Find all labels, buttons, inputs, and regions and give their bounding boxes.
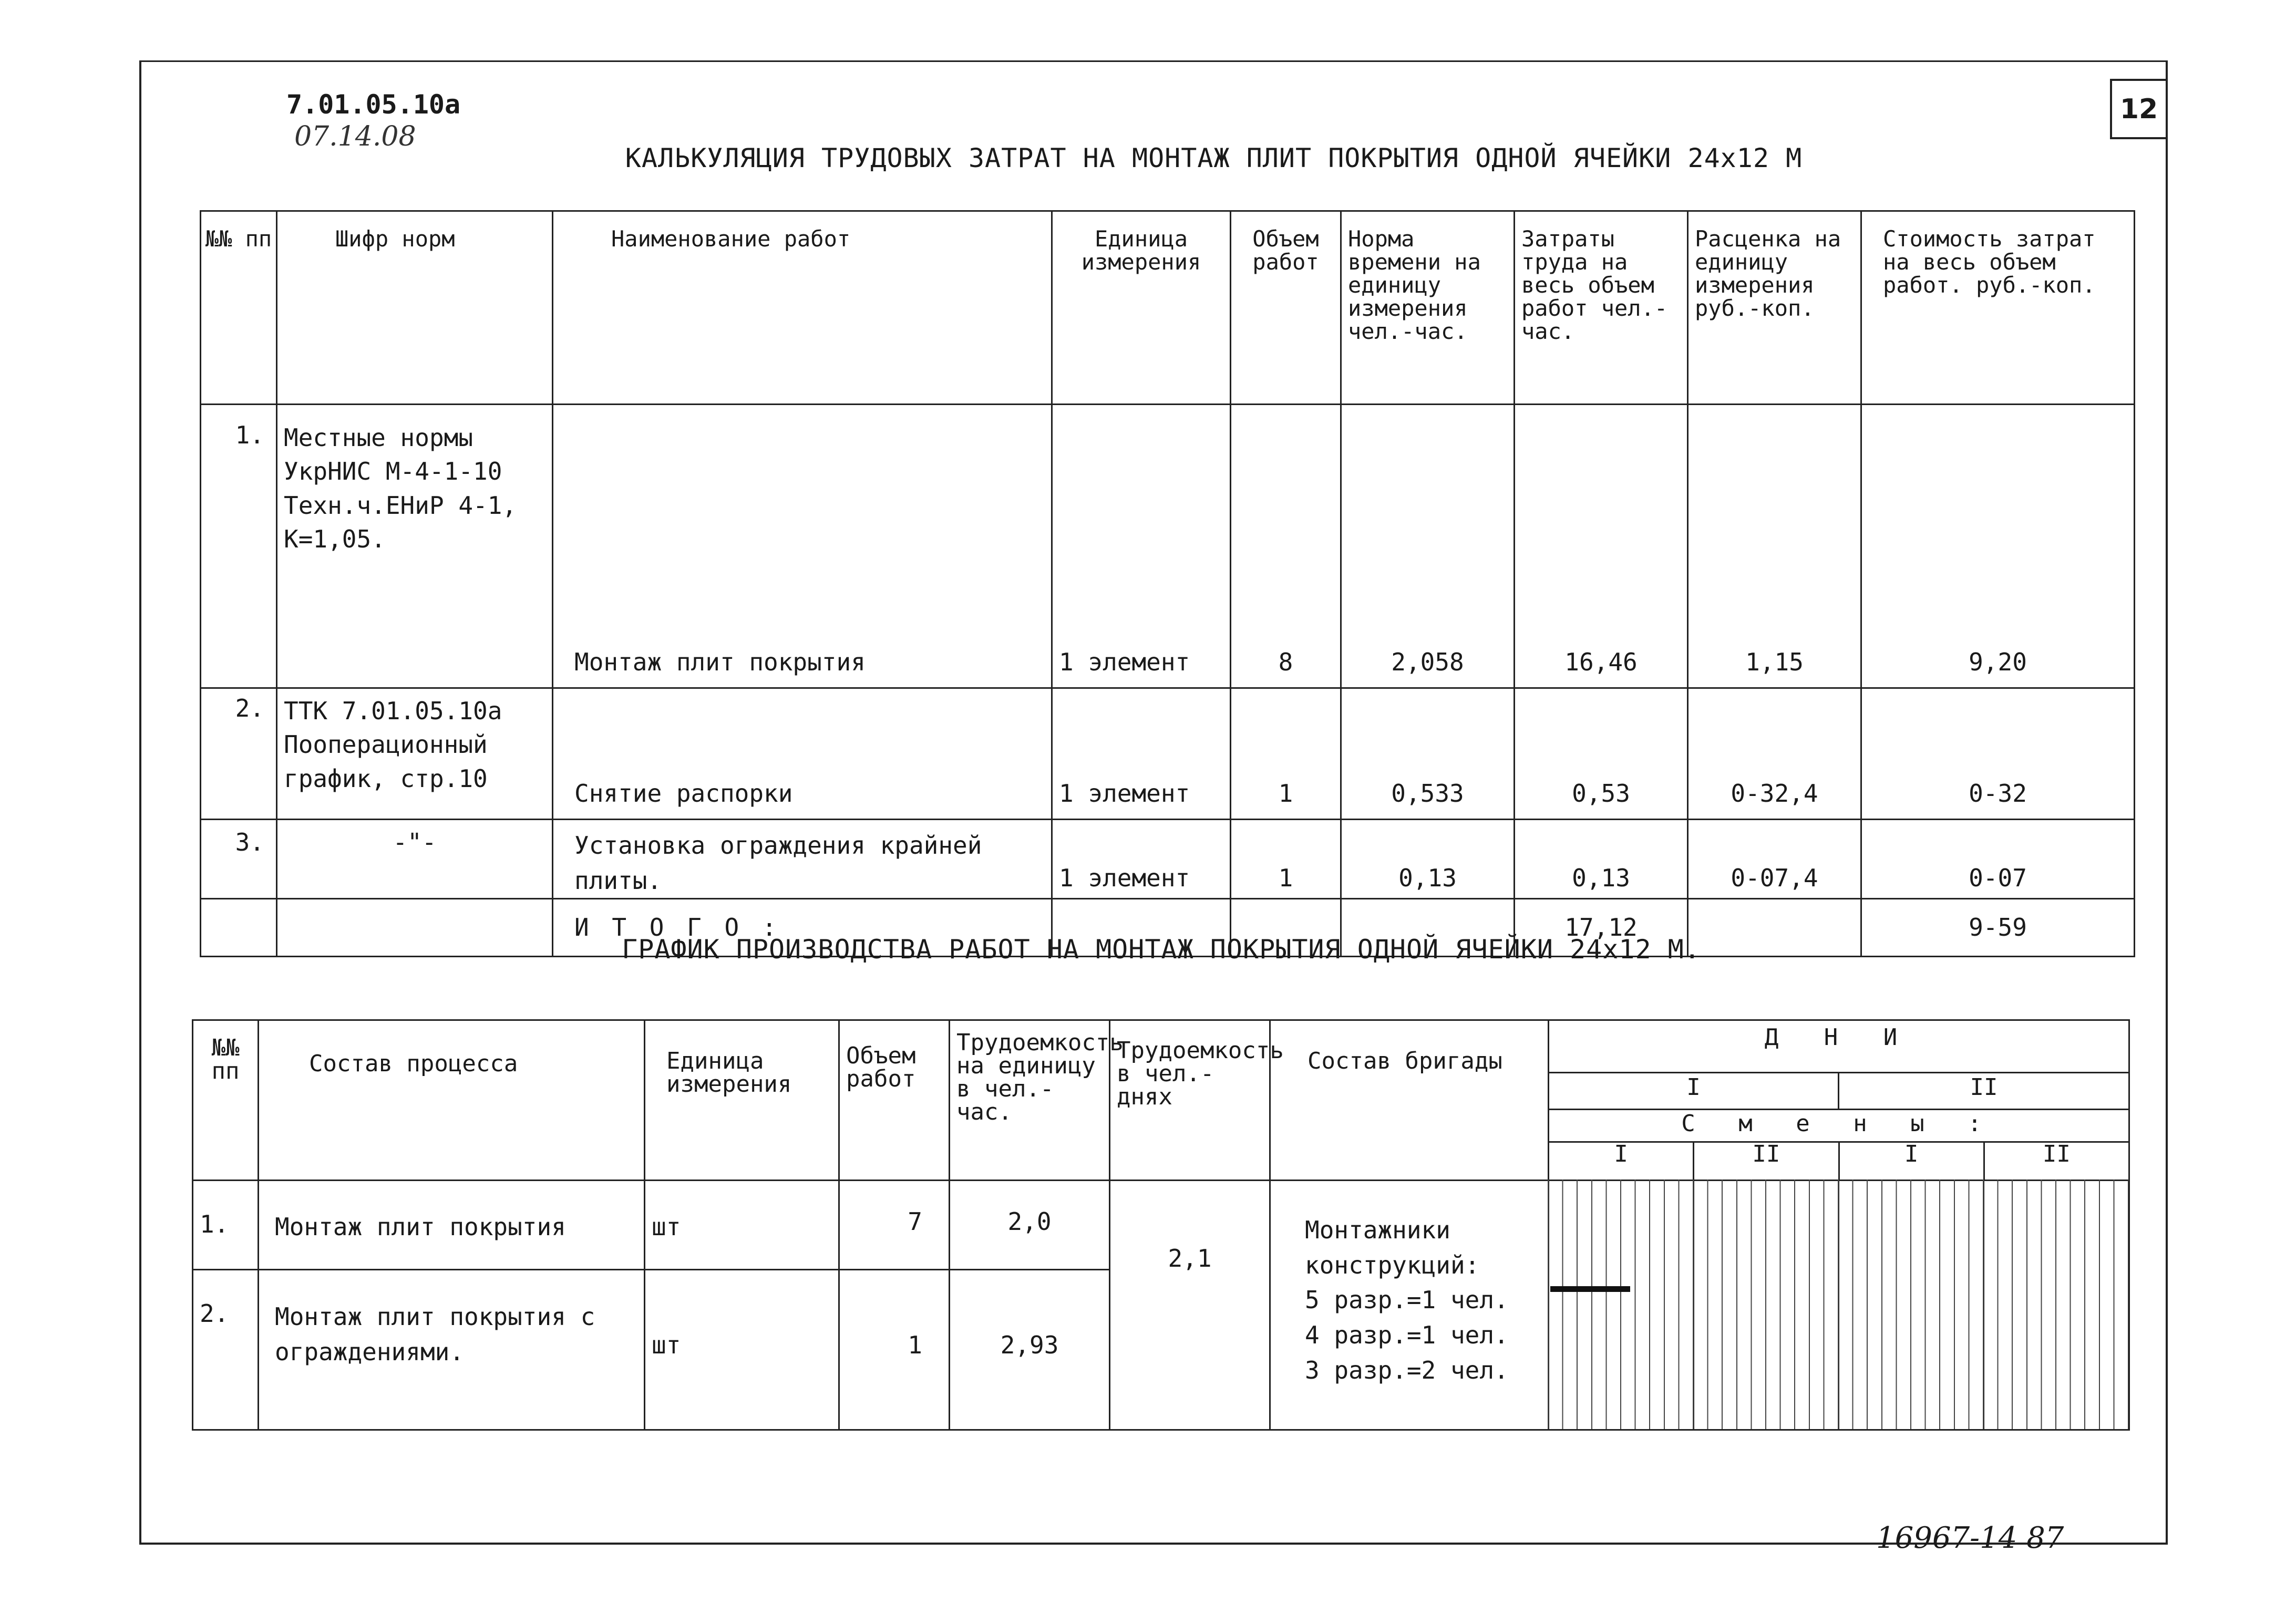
row-num: 2. — [201, 688, 277, 820]
sched-row-volume: 1 — [839, 1270, 950, 1430]
sched-labor-days: 2,1 — [1110, 1181, 1270, 1430]
sched-row-process: Монтаж плит покрытия — [259, 1181, 645, 1270]
sched-header-labor-days: Трудоемкость в чел.-днях — [1110, 1020, 1270, 1181]
footer-number: 16967-14 87 — [1876, 1521, 2064, 1555]
brigade-line: 3 разр.=2 чел. — [1305, 1356, 1509, 1384]
day-1-header: I — [1549, 1073, 1839, 1110]
calc-table — [200, 210, 2135, 957]
header-unit: Единица измерения — [1052, 211, 1231, 405]
shifts-header: С м е н ы : — [1549, 1110, 2128, 1143]
total-cost: 9-59 — [1861, 899, 2135, 957]
row-unit: 1 элемент — [1052, 405, 1231, 688]
calc-table-header-row — [201, 211, 2135, 405]
sched-header-volume: Объем работ — [839, 1020, 950, 1181]
row-rate: 0-32,4 — [1688, 688, 1861, 820]
brigade-line: 5 разр.=1 чел. — [1305, 1286, 1509, 1315]
row-name: Монтаж плит покрытия — [553, 405, 1052, 688]
header-volume: Объем работ — [1231, 211, 1341, 405]
sched-row-num: 2. — [193, 1270, 259, 1430]
sched-row-process: Монтаж плит покрытия с ограждениями. — [259, 1270, 645, 1430]
sched-header-brigade: Состав бригады — [1270, 1020, 1549, 1181]
row-cost: 0-07 — [1861, 820, 2135, 899]
header-labor: Затраты труда на весь объем работ чел.-час. — [1515, 211, 1688, 405]
row-norm: 0,533 — [1341, 688, 1515, 820]
schedule-table-title: ГРАФИК ПРОИЗВОДСТВА РАБОТ НА МОНТАЖ ПОКРЫТИЯ ОДНОЙ ЯЧЕЙКИ 24х12 М. — [622, 934, 1701, 965]
table-row — [201, 688, 2135, 820]
total-labor: 17,12 — [1515, 899, 1688, 957]
header-code: Шифр норм — [277, 211, 553, 405]
brigade-line: Монтажники — [1305, 1216, 1450, 1244]
row-code: -"- — [277, 820, 553, 899]
row-volume: 8 — [1231, 405, 1341, 688]
row-labor: 0,13 — [1515, 820, 1688, 899]
shift-1b-header: II — [1694, 1143, 1839, 1180]
days-header: Д Н И — [1549, 1020, 2129, 1073]
row-rate: 1,15 — [1688, 405, 1861, 688]
row-name: Установка ограждения крайней плиты. — [553, 820, 1052, 899]
row-num: 1. — [201, 405, 277, 688]
schedule-header-row — [193, 1020, 2129, 1073]
row-code: ТТК 7.01.05.10а Пооперационный график, стр.10 — [277, 688, 553, 820]
total-label: И Т О Г О : — [553, 899, 1052, 957]
row-num: 3. — [201, 820, 277, 899]
table-row — [201, 820, 2135, 899]
header-cost: Стоимость затрат на весь объем работ. руб.-коп. — [1861, 211, 2135, 405]
sched-row-labor-unit: 2,0 — [950, 1181, 1110, 1270]
header-rate: Расценка на единицу измерения руб.-коп. — [1688, 211, 1861, 405]
handwritten-date: 07.14.08 — [294, 121, 416, 152]
row-volume: 1 — [1231, 820, 1341, 899]
row-labor: 16,46 — [1515, 405, 1688, 688]
row-name: Снятие распорки — [553, 688, 1052, 820]
sched-row-unit: шт — [645, 1181, 839, 1270]
sched-header-process: Состав процесса — [259, 1020, 645, 1181]
shift-1a-header: I — [1549, 1143, 1694, 1180]
sched-row-unit: шт — [645, 1270, 839, 1430]
day-2-header: II — [1839, 1073, 2129, 1110]
table-row — [201, 405, 2135, 688]
shift-2a-header: I — [1840, 1143, 1985, 1180]
gantt-grid — [1548, 1180, 2128, 1429]
row-norm: 2,058 — [1341, 405, 1515, 688]
row-code: Местные нормы УкрНИС М-4-1-10 Техн.ч.ЕНиР 4-1, К=1,05. — [277, 405, 553, 688]
row-cost: 9,20 — [1861, 405, 2135, 688]
brigade-composition — [1270, 1181, 1549, 1430]
gantt-bar — [1550, 1286, 1630, 1292]
row-rate: 0-07,4 — [1688, 820, 1861, 899]
sched-row-volume: 7 — [839, 1181, 950, 1270]
row-unit: 1 элемент — [1052, 820, 1231, 899]
sched-row-num: 1. — [193, 1181, 259, 1270]
row-volume: 1 — [1231, 688, 1341, 820]
header-norm: Норма времени на единицу измерения чел.-час. — [1341, 211, 1515, 405]
sched-header-labor-unit: Трудоемкость на единицу в чел.-час. — [950, 1020, 1110, 1181]
row-labor: 0,53 — [1515, 688, 1688, 820]
header-num: №№ пп — [201, 211, 277, 405]
header-name: Наименование работ — [553, 211, 1052, 405]
calc-table-title: КАЛЬКУЛЯЦИЯ ТРУДОВЫХ ЗАТРАТ НА МОНТАЖ ПЛИТ ПОКРЫТИЯ ОДНОЙ ЯЧЕЙКИ 24х12 М — [625, 143, 1803, 173]
page-number: 12 — [2110, 79, 2168, 139]
sched-header-num: №№ пп — [193, 1020, 259, 1181]
document-code: 7.01.05.10а — [286, 89, 461, 120]
sched-row-labor-unit: 2,93 — [950, 1270, 1110, 1430]
row-cost: 0-32 — [1861, 688, 2135, 820]
brigade-line: 4 разр.=1 чел. — [1305, 1321, 1509, 1350]
sched-header-unit: Единица измерения — [645, 1020, 839, 1181]
row-norm: 0,13 — [1341, 820, 1515, 899]
brigade-line: конструкций: — [1305, 1250, 1480, 1279]
row-unit: 1 элемент — [1052, 688, 1231, 820]
shift-2b-header: II — [2042, 1141, 2071, 1167]
